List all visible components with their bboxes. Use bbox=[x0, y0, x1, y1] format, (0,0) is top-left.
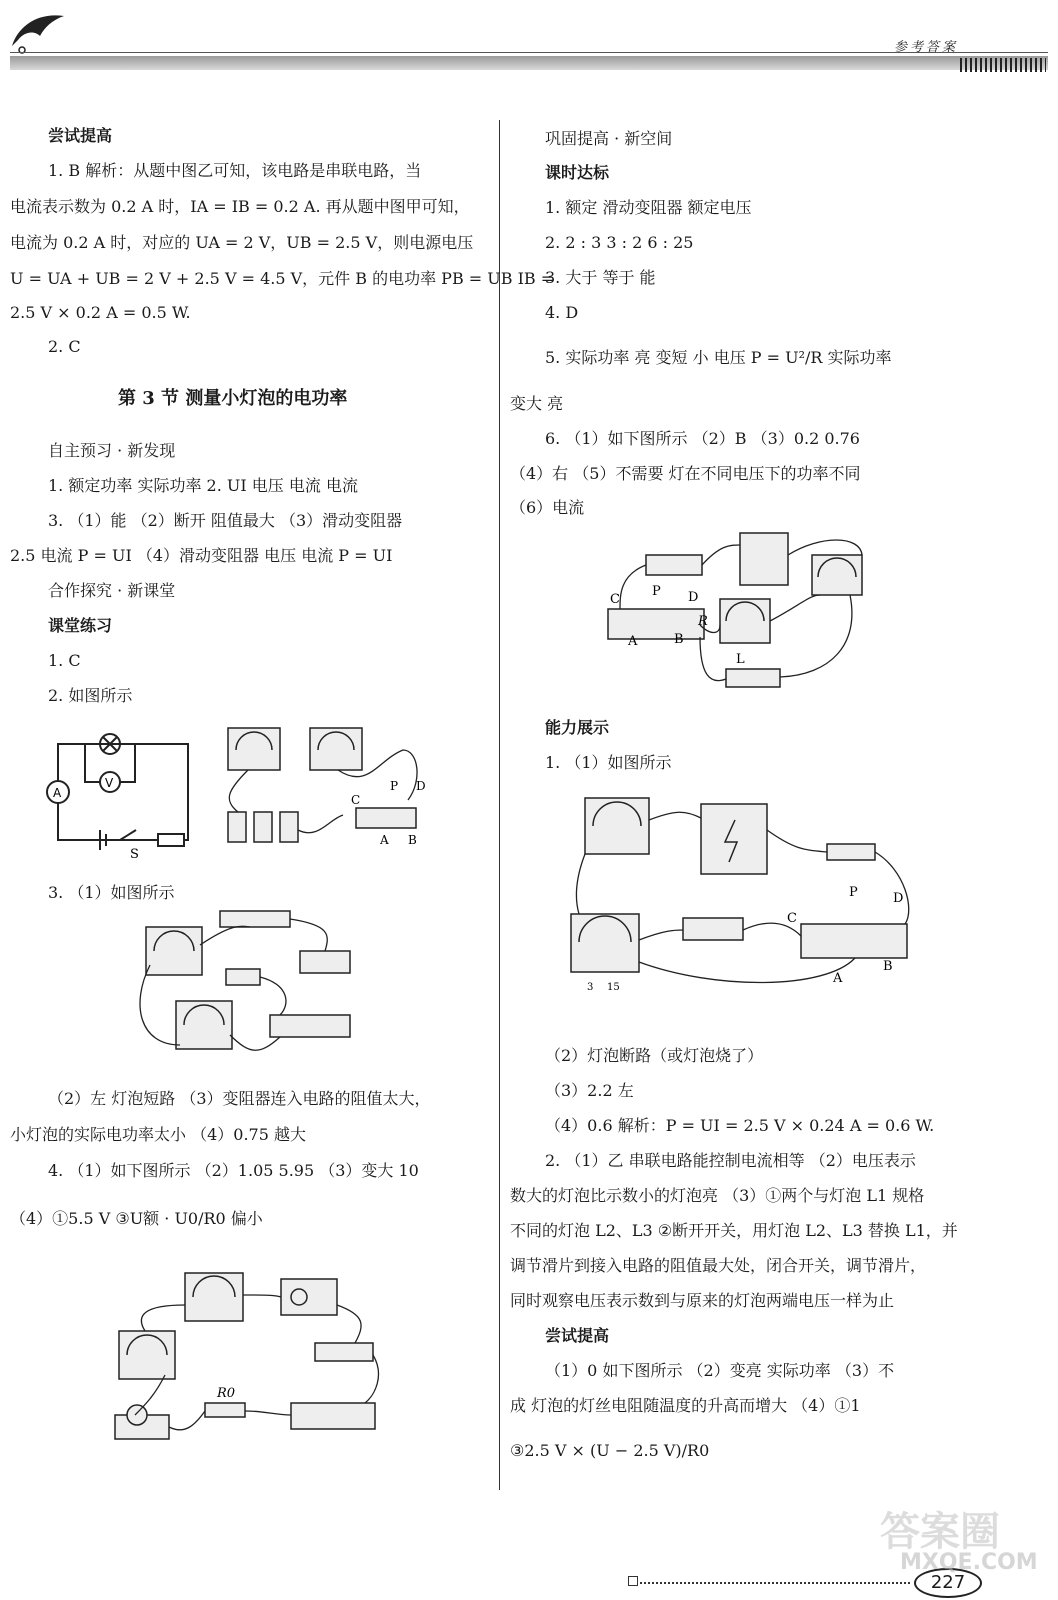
left-text-line: U = UA + UB = 2 V + 2.5 V = 4.5 V，元件 B 的电功率 PB = UB IB = bbox=[10, 269, 555, 288]
fig5-label-B: B bbox=[883, 959, 893, 974]
right-text-line: 3. 大于 等于 能 bbox=[545, 268, 656, 287]
right-text-line: 数大的灯泡比示数小的灯泡亮 （3）①两个与灯泡 L1 规格 bbox=[510, 1186, 925, 1205]
voltmeter-label: V bbox=[105, 776, 114, 790]
header-band bbox=[10, 56, 1048, 70]
left-text-line: 2. C bbox=[48, 337, 81, 356]
fig4-label-A: A bbox=[628, 634, 638, 649]
watermark-logo-text: 答案圈 bbox=[880, 1509, 1000, 1555]
right-text-line: 课时达标 bbox=[545, 163, 610, 182]
fig4-label-R: R bbox=[698, 614, 708, 629]
left-text-line: 合作探究 · 新课堂 bbox=[48, 581, 176, 600]
left-text-line: 2.5 电流 P = UI （4）滑动变阻器 电压 电流 P = UI bbox=[10, 546, 393, 565]
left-text-line: 电流表示数为 0.2 A 时，IA = IB = 0.2 A. 再从题中图甲可知， bbox=[10, 197, 470, 216]
figure-apparatus-1 bbox=[218, 720, 448, 850]
right-text-line: （2）灯泡断路（或灯泡烧了） bbox=[545, 1046, 764, 1065]
fig5-label-15: 15 bbox=[607, 982, 620, 993]
right-text-line: 5. 实际功率 亮 变短 小 电压 P = U²/R 实际功率 bbox=[545, 348, 892, 367]
right-text-line: 同时观察电压表示数到与原来的灯泡两端电压一样为止 bbox=[510, 1291, 895, 1310]
watermark-url: MXQE.COM bbox=[900, 1550, 1038, 1575]
right-text-line: （1）0 如下图所示 （2）变亮 实际功率 （3）不 bbox=[545, 1361, 895, 1380]
figure-apparatus-3 bbox=[105, 1265, 385, 1455]
right-text-line: （3）2.2 左 bbox=[545, 1081, 634, 1100]
right-text-line: 4. D bbox=[545, 303, 579, 322]
figure-apparatus-4 bbox=[600, 525, 890, 700]
footer-square bbox=[628, 1576, 638, 1586]
fig5-label-A: A bbox=[833, 971, 843, 986]
left-text-line: 1. C bbox=[48, 651, 81, 670]
fig5-label-C: C bbox=[787, 911, 797, 926]
fig4-label-L: L bbox=[736, 652, 745, 667]
left-text-line: 2.5 V × 0.2 A = 0.5 W. bbox=[10, 303, 191, 322]
left-text-line: （4）①5.5 V ③U额 · U0/R0 偏小 bbox=[10, 1209, 263, 1228]
left-text-line: 4. （1）如下图所示 （2）1.05 5.95 （3）变大 10 bbox=[48, 1161, 419, 1180]
header-rule bbox=[10, 52, 1048, 53]
figure-apparatus-5 bbox=[565, 790, 925, 1000]
right-text-line: 变大 亮 bbox=[510, 394, 564, 413]
switch-label: S bbox=[130, 847, 139, 860]
left-text-line: 自主预习 · 新发现 bbox=[48, 441, 176, 460]
right-text-line: 巩固提高 · 新空间 bbox=[545, 129, 673, 148]
ammeter-label: A bbox=[53, 786, 62, 800]
left-text-line: 3. （1）如图所示 bbox=[48, 883, 175, 902]
left-text-line: 电流为 0.2 A 时，对应的 UA = 2 V，UB = 2.5 V，则电源电压 bbox=[10, 233, 474, 252]
right-text-line: 能力展示 bbox=[545, 718, 610, 737]
right-text-line: ③2.5 V × (U − 2.5 V)/R0 bbox=[510, 1441, 710, 1460]
left-text-line: 第 3 节 测量小灯泡的电功率 bbox=[118, 388, 348, 409]
right-text-line: （4）0.6 解析：P = UI = 2.5 V × 0.24 A = 0.6 W. bbox=[545, 1116, 935, 1135]
fig1-label-P: P bbox=[390, 779, 399, 793]
right-text-line: 尝试提高 bbox=[545, 1326, 610, 1345]
right-text-line: 不同的灯泡 L2、L3 ②断开开关，用灯泡 L2、L3 替换 L1，并 bbox=[510, 1221, 958, 1240]
fig1-label-A: A bbox=[380, 833, 389, 847]
right-text-line: 6. （1）如下图所示 （2）B （3）0.2 0.76 bbox=[545, 429, 860, 448]
right-text-line: 2. 2 : 3 3 : 2 6 : 25 bbox=[545, 233, 694, 252]
left-text-line: 3. （1）能 （2）断开 阻值最大 （3）滑动变阻器 bbox=[48, 511, 403, 530]
figure-circuit-schematic bbox=[40, 730, 200, 860]
fig4-label-P: P bbox=[652, 584, 661, 599]
fig4-label-D: D bbox=[688, 590, 699, 605]
right-text-line: 1. （1）如图所示 bbox=[545, 753, 672, 772]
right-text-line: （6）电流 bbox=[510, 498, 585, 517]
fig1-label-B: B bbox=[408, 833, 417, 847]
left-text-line: 尝试提高 bbox=[48, 126, 113, 145]
left-text-line: 2. 如图所示 bbox=[48, 686, 133, 705]
left-text-line: 1. B 解析：从题中图乙可知，该电路是串联电路，当 bbox=[48, 161, 422, 180]
right-text-line: 1. 额定 滑动变阻器 额定电压 bbox=[545, 198, 752, 217]
fig4-label-C: C bbox=[610, 592, 620, 607]
header-ticks bbox=[960, 58, 1046, 72]
column-divider bbox=[499, 120, 500, 1490]
left-text-line: （2）左 灯泡短路 （3）变阻器连入电路的阻值太大， bbox=[48, 1089, 431, 1108]
right-text-line: 成 灯泡的灯丝电阻随温度的升高而增大 （4）①1 bbox=[510, 1396, 861, 1415]
fig5-label-3: 3 bbox=[587, 982, 594, 993]
page-header bbox=[0, 0, 1058, 80]
fig1-label-C: C bbox=[351, 793, 361, 807]
fig5-label-D: D bbox=[893, 891, 904, 906]
right-text-line: 调节滑片到接入电路的阻值最大处，闭合开关，调节滑片， bbox=[510, 1256, 927, 1275]
fig1-label-D: D bbox=[416, 779, 426, 793]
figure-apparatus-2 bbox=[130, 905, 370, 1065]
left-text-line: 小灯泡的实际电功率太小 （4）0.75 越大 bbox=[10, 1125, 306, 1144]
left-text-line: 课堂练习 bbox=[48, 616, 113, 635]
right-text-line: 2. （1）乙 串联电路能控制电流相等 （2）电压表示 bbox=[545, 1151, 916, 1170]
right-text-line: （4）右 （5）不需要 灯在不同电压下的功率不同 bbox=[510, 464, 861, 483]
left-text-line: 1. 额定功率 实际功率 2. UI 电压 电流 电流 bbox=[48, 476, 358, 495]
fig5-label-P: P bbox=[849, 885, 858, 900]
fig3-label-R0: R0 bbox=[217, 1386, 236, 1401]
footer-dotted-rule bbox=[640, 1582, 910, 1584]
page-number: 227 bbox=[914, 1568, 982, 1598]
fig4-label-B: B bbox=[674, 632, 684, 647]
running-title: 参考答案 bbox=[893, 40, 958, 55]
bird-logo-icon bbox=[8, 6, 68, 56]
